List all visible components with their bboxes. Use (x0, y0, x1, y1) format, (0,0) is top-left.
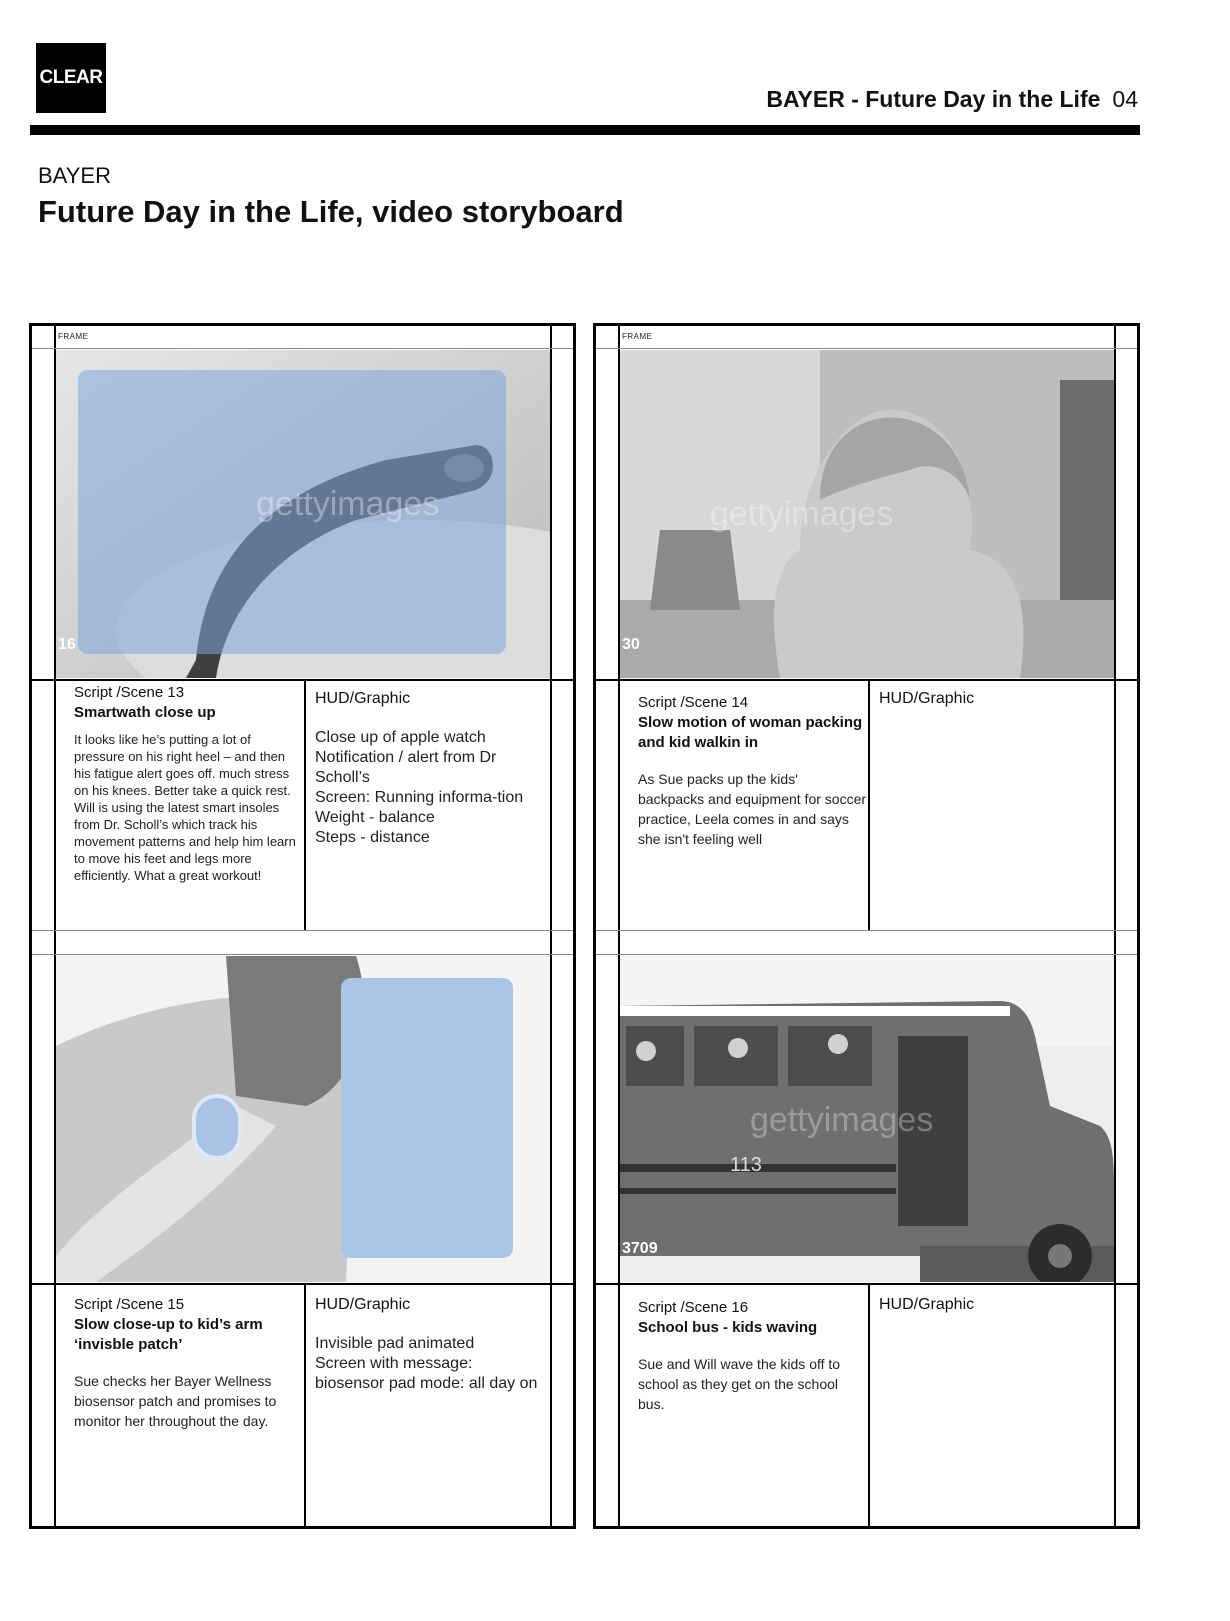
hud-label: HUD/Graphic (315, 690, 411, 707)
script-cell-15 (74, 1296, 302, 1526)
scene-description: It looks like he’s putting a lot of pressure on his right heel – and then his fatigue alert goes off. much stress on his knees. Better take a quick rest. Will is using the latest smart insoles from Dr. Scholl’s which track his movement patterns and help him learn to move his feet and legs more efficiently. What a great workout! (74, 732, 296, 883)
frame-image-girl-room (620, 350, 1114, 678)
scene-title: Smartwath close up (74, 704, 216, 721)
clear-logo: CLEAR (36, 43, 106, 113)
hud-cell-16 (879, 1296, 1104, 1526)
frame-number: 16 (58, 636, 76, 653)
script-cell-14 (638, 694, 866, 924)
hud-cell-14 (879, 690, 1104, 925)
hud-cell-13 (315, 690, 540, 925)
watermark: gettyimages (710, 495, 894, 533)
hud-label: HUD/Graphic (879, 690, 975, 707)
header-title (766, 86, 1138, 113)
scene-label: Script /Scene 14 (638, 694, 749, 711)
hud-line: Invisible pad animated (315, 1335, 475, 1352)
frame-label: FRAME (622, 332, 653, 341)
frame-number: 3709 (622, 1240, 658, 1257)
frame-image-school-bus (620, 956, 1114, 1282)
page-number: 04 (1112, 86, 1138, 112)
frame-number: 30 (622, 636, 640, 653)
header-rule (30, 125, 1140, 135)
hud-notes (315, 1334, 540, 1394)
hud-line: Weight - balance (315, 809, 435, 826)
hud-cell-15 (315, 1296, 540, 1526)
header-title-text: BAYER - Future Day in the Life (766, 86, 1101, 112)
scene-description: Sue checks her Bayer Wellness biosensor patch and promises to monitor her throughout the day. (74, 1373, 277, 1429)
scene-description: As Sue packs up the kids' backpacks and equipment for soccer practice, Leela comes in and says she isn't feeling well (638, 771, 867, 847)
watermark: gettyimages (256, 485, 440, 523)
scene-title: School bus - kids waving (638, 1319, 818, 1336)
scene-title: Slow close-up to kid’s arm ‘invisble patch’ (74, 1316, 263, 1353)
frame-image-smartwatch (56, 350, 550, 678)
scene-label: Script /Scene 16 (638, 1299, 749, 1316)
script-cell-13 (74, 684, 302, 924)
hud-line: Notification / alert from Dr Scholl’s (315, 749, 497, 786)
frame-label: FRAME (58, 332, 89, 341)
scene-label: Script /Scene 13 (74, 684, 185, 701)
script-cell-16 (638, 1299, 866, 1524)
client-name: BAYER (38, 163, 111, 188)
scene-description: Sue and Will wave the kids off to school as they get on the school bus. (638, 1356, 841, 1412)
frame-image-arm-patch (56, 956, 550, 1282)
hud-label: HUD/Graphic (315, 1296, 411, 1313)
watermark: gettyimages (750, 1101, 934, 1139)
scene-label: Script /Scene 15 (74, 1296, 185, 1313)
hud-label: HUD/Graphic (879, 1296, 975, 1313)
document-title: Future Day in the Life, video storyboard (38, 194, 624, 229)
hud-line: Steps - distance (315, 829, 430, 846)
bus-number: 113 (730, 1154, 762, 1176)
hud-line: Screen: Running informa-tion (315, 789, 524, 806)
scene-title: Slow motion of woman packing and kid walkin in (638, 714, 863, 751)
storyboard-right (593, 323, 1140, 1529)
hud-line: Close up of apple watch (315, 729, 486, 746)
hud-line: Screen with message: biosensor pad mode: all day on (315, 1355, 538, 1392)
hud-notes (315, 728, 540, 848)
storyboard-left (29, 323, 576, 1529)
